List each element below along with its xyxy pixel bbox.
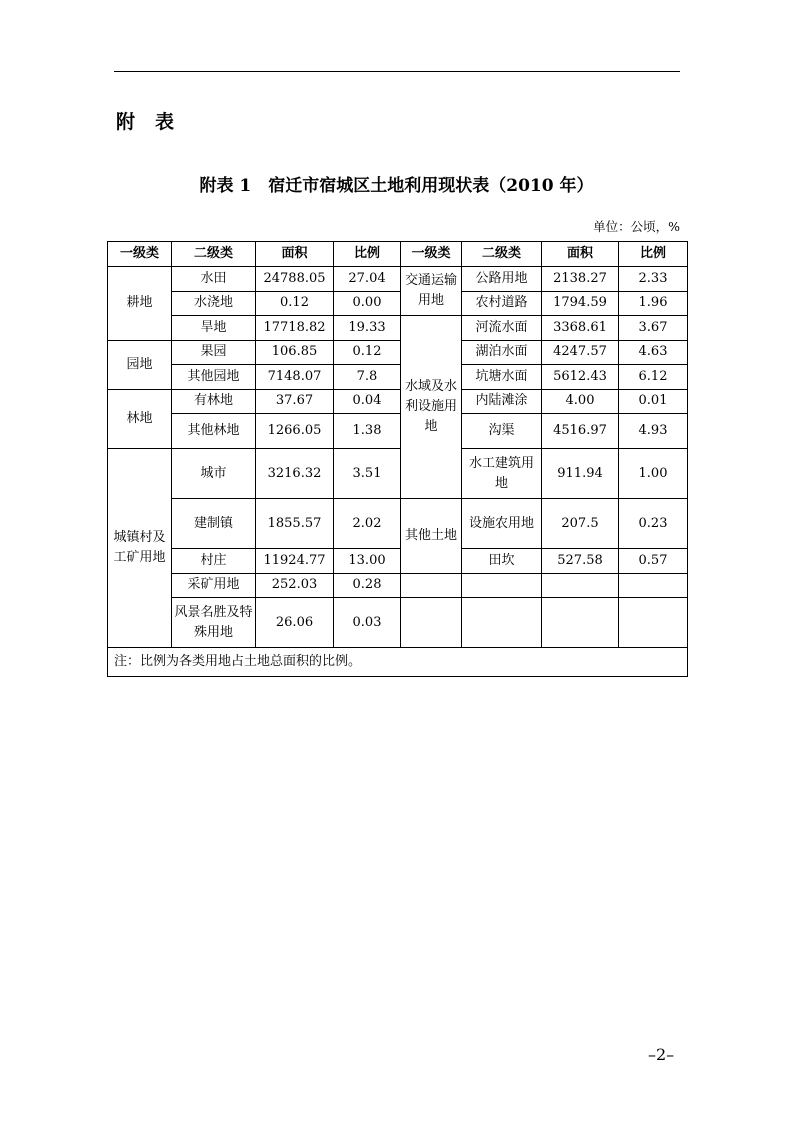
ratio-cell: 3.67	[619, 316, 688, 341]
empty-cell	[401, 598, 462, 648]
group-label: 园地	[108, 340, 172, 389]
empty-cell	[619, 573, 688, 598]
area-cell: 207.5	[542, 499, 619, 549]
ratio-cell: 1.38	[334, 414, 401, 449]
subcategory-cell: 城市	[172, 449, 256, 499]
table-row	[108, 340, 688, 365]
ratio-cell: 19.33	[334, 316, 401, 341]
area-cell: 11924.77	[256, 549, 334, 574]
empty-cell	[401, 573, 462, 598]
subcategory-cell: 果园	[172, 340, 256, 365]
table-row	[108, 365, 688, 390]
empty-cell	[542, 598, 619, 648]
header-cell: 面积	[256, 242, 334, 267]
table-title: 附表 1 宿迁市宿城区土地利用现状表（2010 年）	[199, 176, 594, 196]
table-row	[108, 267, 688, 292]
group-label: 其他土地	[401, 499, 462, 574]
area-cell: 7148.07	[256, 365, 334, 390]
empty-cell	[619, 598, 688, 648]
subcategory-cell: 其他林地	[172, 414, 256, 449]
header-cell: 比例	[619, 242, 688, 267]
section-title: 附表	[116, 111, 195, 133]
subcategory-cell: 沟渠	[462, 414, 542, 449]
table-row	[108, 573, 688, 598]
table-note: 注：比例为各类用地占土地总面积的比例。	[108, 648, 688, 677]
area-cell: 3216.32	[256, 449, 334, 499]
ratio-cell: 0.00	[334, 291, 401, 316]
table-row	[108, 316, 688, 341]
subcategory-cell: 水田	[172, 267, 256, 292]
subcategory-cell: 坑塘水面	[462, 365, 542, 390]
area-cell: 106.85	[256, 340, 334, 365]
ratio-cell: 0.23	[619, 499, 688, 549]
area-cell: 26.06	[256, 598, 334, 648]
subcategory-cell: 水浇地	[172, 291, 256, 316]
header-cell: 面积	[542, 242, 619, 267]
area-cell: 1266.05	[256, 414, 334, 449]
note-row	[108, 648, 688, 677]
header-cell: 二级类	[172, 242, 256, 267]
table-row	[108, 499, 688, 549]
area-cell: 1855.57	[256, 499, 334, 549]
ratio-cell: 0.28	[334, 573, 401, 598]
area-cell: 527.58	[542, 549, 619, 574]
subcategory-cell: 农村道路	[462, 291, 542, 316]
area-cell: 5612.43	[542, 365, 619, 390]
area-cell: 911.94	[542, 449, 619, 499]
subcategory-cell: 风景名胜及特殊用地	[172, 598, 256, 648]
ratio-cell: 1.96	[619, 291, 688, 316]
subcategory-cell: 水工建筑用地	[462, 449, 542, 499]
header-cell: 一级类	[401, 242, 462, 267]
page-number: –2–	[648, 1045, 675, 1064]
ratio-cell: 4.93	[619, 414, 688, 449]
area-cell: 252.03	[256, 573, 334, 598]
area-cell: 3368.61	[542, 316, 619, 341]
header-cell: 比例	[334, 242, 401, 267]
area-cell: 4516.97	[542, 414, 619, 449]
header-cell: 二级类	[462, 242, 542, 267]
land-use-table	[107, 241, 688, 677]
table-row	[108, 598, 688, 648]
ratio-cell: 2.33	[619, 267, 688, 292]
ratio-cell: 2.02	[334, 499, 401, 549]
empty-cell	[462, 598, 542, 648]
ratio-cell: 6.12	[619, 365, 688, 390]
area-cell: 4247.57	[542, 340, 619, 365]
subcategory-cell: 田坎	[462, 549, 542, 574]
group-label: 城镇村及工矿用地	[108, 449, 172, 648]
group-label: 水域及水利设施用地	[401, 316, 462, 499]
subcategory-cell: 河流水面	[462, 316, 542, 341]
table-row	[108, 449, 688, 499]
header-row	[108, 242, 688, 267]
header-cell: 一级类	[108, 242, 172, 267]
subcategory-cell: 旱地	[172, 316, 256, 341]
subcategory-cell: 内陆滩涂	[462, 389, 542, 414]
header-rule	[114, 71, 680, 72]
area-cell: 0.12	[256, 291, 334, 316]
ratio-cell: 13.00	[334, 549, 401, 574]
ratio-cell: 0.01	[619, 389, 688, 414]
group-label: 耕地	[108, 267, 172, 341]
subcategory-cell: 村庄	[172, 549, 256, 574]
table-row	[108, 291, 688, 316]
ratio-cell: 0.12	[334, 340, 401, 365]
empty-cell	[462, 573, 542, 598]
area-cell: 37.67	[256, 389, 334, 414]
ratio-cell: 1.00	[619, 449, 688, 499]
ratio-cell: 27.04	[334, 267, 401, 292]
area-cell: 1794.59	[542, 291, 619, 316]
ratio-cell: 4.63	[619, 340, 688, 365]
ratio-cell: 3.51	[334, 449, 401, 499]
subcategory-cell: 设施农用地	[462, 499, 542, 549]
subcategory-cell: 公路用地	[462, 267, 542, 292]
ratio-cell: 0.03	[334, 598, 401, 648]
subcategory-cell: 建制镇	[172, 499, 256, 549]
area-cell: 17718.82	[256, 316, 334, 341]
ratio-cell: 0.57	[619, 549, 688, 574]
group-label: 林地	[108, 389, 172, 449]
subcategory-cell: 采矿用地	[172, 573, 256, 598]
area-cell: 2138.27	[542, 267, 619, 292]
table-row	[108, 389, 688, 414]
empty-cell	[542, 573, 619, 598]
unit-label: 单位：公顷，%	[593, 219, 680, 234]
subcategory-cell: 有林地	[172, 389, 256, 414]
area-cell: 4.00	[542, 389, 619, 414]
ratio-cell: 0.04	[334, 389, 401, 414]
area-cell: 24788.05	[256, 267, 334, 292]
ratio-cell: 7.8	[334, 365, 401, 390]
table-row	[108, 414, 688, 449]
subcategory-cell: 湖泊水面	[462, 340, 542, 365]
subcategory-cell: 其他园地	[172, 365, 256, 390]
group-label: 交通运输用地	[401, 267, 462, 316]
table-row	[108, 549, 688, 574]
